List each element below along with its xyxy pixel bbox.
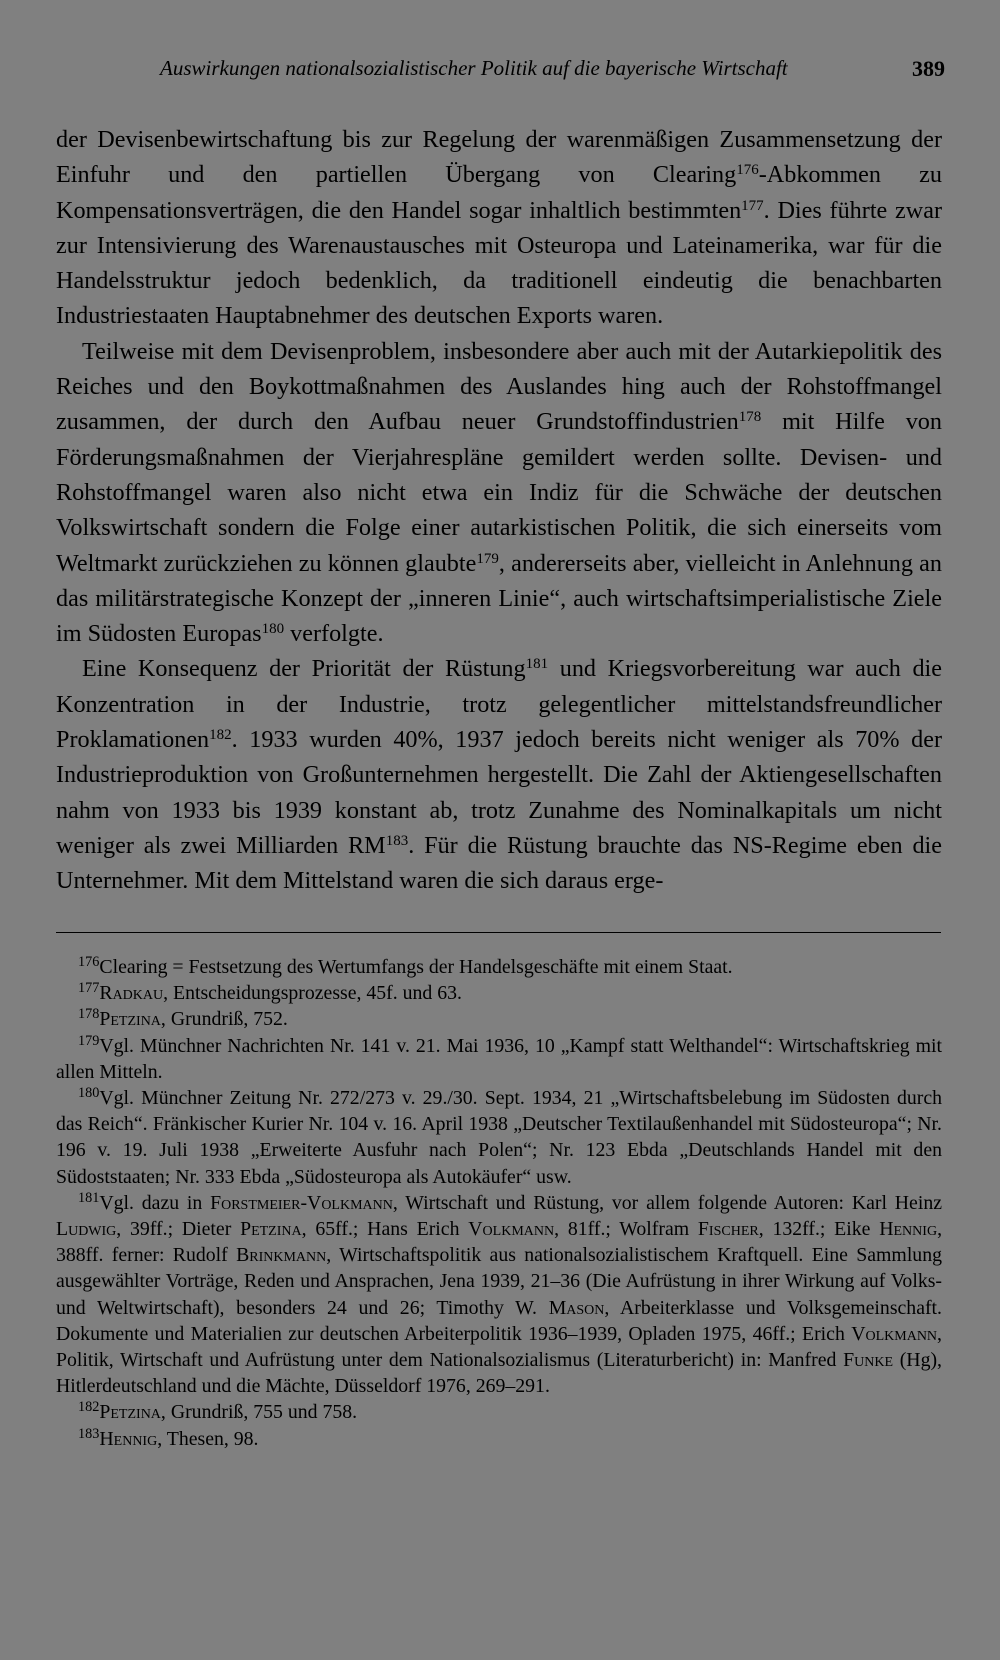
text-segment: , Wirtschaftspolitik aus nationalsozialistischem Kraftquell. Eine Sammlung ausgewählter Vorträge, Reden und Ansprachen, Jena 1939, 21–36 (Die Aufrüstung in ihrer Wirkung auf Volks- und Weltwirtschaft), besonders 24 und 26; Timothy W. xyxy=(56,1244,942,1319)
footnote-number: 179 xyxy=(78,1032,100,1049)
footnote-reference: 178 xyxy=(738,409,762,426)
author-name: Brinkmann xyxy=(236,1244,327,1267)
page-header xyxy=(0,56,1000,96)
text-segment: Clearing = Festsetzung des Wertumfangs der Handelsgeschäfte mit einem Staat. xyxy=(99,956,733,978)
footnote xyxy=(56,1085,942,1190)
text-segment: , 39ff.; Dieter xyxy=(116,1218,241,1241)
text-segment: Vgl. Münchner Zeitung Nr. 272/273 v. 29./30. Sept. 1934, 21 „Wirtschaftsbelebung im Südosten durch das Reich“. Fränkischer Kurier Nr. 104 v. 16. April 1938 „Deutscher Textilaußenhandel mit Südosteuropa“; Nr. 196 v. 19. Juli 1938 „Erweiterte Ausfuhr nach Polen“; Nr. 123 Ebda „Deutschlands Handel mit den Südoststaaten; Nr. 333 Ebda „Südosteuropa als Autokäufer“ usw. xyxy=(56,1087,942,1188)
author-name: Ludwig xyxy=(56,1218,117,1241)
footnote-reference: 176 xyxy=(736,162,759,179)
text-segment: der Devisenbewirtschaftung bis zur Regelung der warenmäßigen Zusammensetzung der Einfuhr und den partiellen Übergang von Clearing xyxy=(56,126,942,189)
footnote-number: 178 xyxy=(78,1006,100,1023)
paragraph xyxy=(56,651,942,898)
text-segment: (Hg), Hitlerdeutschland und die Mächte, Düsseldorf 1976, 269–291. xyxy=(56,1349,942,1398)
text-segment: , Entscheidungsprozesse, 45f. und 63. xyxy=(163,982,462,1005)
footnote-number: 177 xyxy=(78,980,100,997)
author-name: Fischer xyxy=(697,1218,759,1241)
author-name: Hennig xyxy=(879,1218,938,1241)
text-segment: . 1933 wurden 40%, 1937 jedoch bereits nicht weniger als 70% der Industrieproduktion von Großunternehmen hergestellt. Die Zahl der Aktiengesellschaften nahm von 1933 bis 1939 konstant ab, trotz Zunahme des Nominalkapitals um nicht weniger als zwei Milliarden RM xyxy=(56,726,942,859)
footnote-number: 180 xyxy=(78,1084,100,1101)
footnote-reference: 181 xyxy=(525,656,549,673)
footnote-number: 182 xyxy=(78,1399,100,1416)
text-segment: . Für die Rüstung brauchte das NS-Regime eben die Unternehmer. Mit dem Mittelstand waren die sich daraus erge- xyxy=(56,831,943,895)
author-name: Mason xyxy=(548,1296,605,1319)
text-segment: , 132ff.; Eike xyxy=(758,1218,880,1241)
footnote xyxy=(56,954,942,980)
author-name: Volkmann xyxy=(851,1322,938,1345)
paragraph xyxy=(56,334,942,652)
author-name: Petzina xyxy=(99,1008,161,1031)
text-segment: verfolgte. xyxy=(284,620,384,648)
author-name: Radkau xyxy=(99,982,164,1005)
page-number: 389 xyxy=(912,56,945,81)
text-segment: , Grundriß, 752. xyxy=(160,1008,288,1031)
text-segment: -Abkommen zu Kompensationsverträgen, die den Handel sogar inhaltlich bestimmten xyxy=(56,161,943,224)
footnote xyxy=(56,980,942,1006)
footnote-number: 183 xyxy=(78,1425,100,1442)
footnote xyxy=(56,1006,942,1032)
footnote-number: 176 xyxy=(78,953,100,970)
text-segment: Vgl. dazu in xyxy=(99,1191,211,1214)
text-segment: , Grundriß, 755 und 758. xyxy=(160,1401,358,1424)
running-head: Auswirkungen nationalsozialistischer Politik auf die bayerische Wirtschaft xyxy=(160,56,788,80)
text-segment: , andererseits aber, vielleicht in Anlehnung an das militärstrategische Konzept der „inneren Linie“, auch wirtschaftsimperialistische Ziele im Südosten Europas xyxy=(56,549,942,648)
footnotes xyxy=(56,954,942,1452)
text-segment: , Thesen, 98. xyxy=(157,1427,259,1450)
text-segment: , Politik, Wirtschaft und Aufrüstung unter dem Nationalsozialismus (Literaturbericht) in: Manfred xyxy=(56,1322,942,1372)
text-segment: mit Hilfe von Förderungsmaßnahmen der Vierjahrespläne gemildert werden sollte. Devisen- und Rohstoffmangel waren also nicht etwa ein Indiz für die Schwäche der deutschen Volkswirtschaft sondern die Folge einer autarkistischen Politik, die sich einerseits vom Weltmarkt zurückziehen zu können glaubte xyxy=(56,408,942,577)
text-segment: , 65ff.; Hans Erich xyxy=(301,1218,469,1241)
footnote xyxy=(56,1399,942,1425)
text-segment: , Arbeiterklasse und Volksgemeinschaft. Dokumente und Materialien zur deutschen Arbeiterpolitik 1936–1939, Opladen 1975, 46ff.; Erich xyxy=(56,1296,942,1345)
text-segment: und Kriegsvorbereitung war auch die Konzentration in der Industrie, trotz gelegentlicher mittelstandsfreundlicher Proklamationen xyxy=(56,655,942,754)
main-text xyxy=(56,122,942,899)
footnote-reference: 183 xyxy=(385,832,409,849)
author-name: Funke xyxy=(843,1349,893,1372)
text-segment: . Dies führte zwar zur Intensivierung des Warenaustausches mit Osteuropa und Lateinamerika, war für die Handelsstruktur jedoch bedenklich, da traditionell eindeutig die benachbarten Industriestaaten Hauptabnehmer des deutschen Exports waren. xyxy=(56,196,942,330)
footnote xyxy=(56,1190,942,1400)
footnote xyxy=(56,1426,942,1452)
text-segment: , 388ff. ferner: Rudolf xyxy=(56,1218,943,1267)
author-name: Forstmeier-Volkmann xyxy=(210,1191,393,1214)
footnote-number: 181 xyxy=(78,1189,100,1206)
footnote-reference: 180 xyxy=(261,620,285,637)
footnote-reference: 182 xyxy=(209,726,232,743)
footnote xyxy=(56,1033,942,1085)
author-name: Hennig xyxy=(99,1427,158,1450)
author-name: Petzina xyxy=(99,1401,161,1424)
text-segment: Teilweise mit dem Devisenproblem, insbesondere aber auch mit der Autarkiepolitik des Reiches und den Boykottmaßnahmen des Auslandes hing auch der Rohstoffmangel zusammen, der durch den Aufbau neuer Grundstoffindustrien xyxy=(56,337,942,436)
footnote-reference: 179 xyxy=(476,550,499,567)
paragraph xyxy=(56,122,942,334)
footnote-reference: 177 xyxy=(741,197,764,214)
text-segment: , Wirtschaft und Rüstung, vor allem folgende Autoren: Karl Heinz xyxy=(392,1191,942,1214)
text-segment: Eine Konsequenz der Priorität der Rüstung xyxy=(82,655,526,683)
text-segment: , 81ff.; Wolfram xyxy=(554,1218,698,1241)
text-segment: Vgl. Münchner Nachrichten Nr. 141 v. 21. Mai 1936, 10 „Kampf statt Welthandel“: Wirtschaftskrieg mit allen Mitteln. xyxy=(56,1034,942,1083)
author-name: Petzina xyxy=(240,1218,302,1241)
author-name: Volkmann xyxy=(468,1218,555,1241)
footnote-separator xyxy=(56,932,941,933)
